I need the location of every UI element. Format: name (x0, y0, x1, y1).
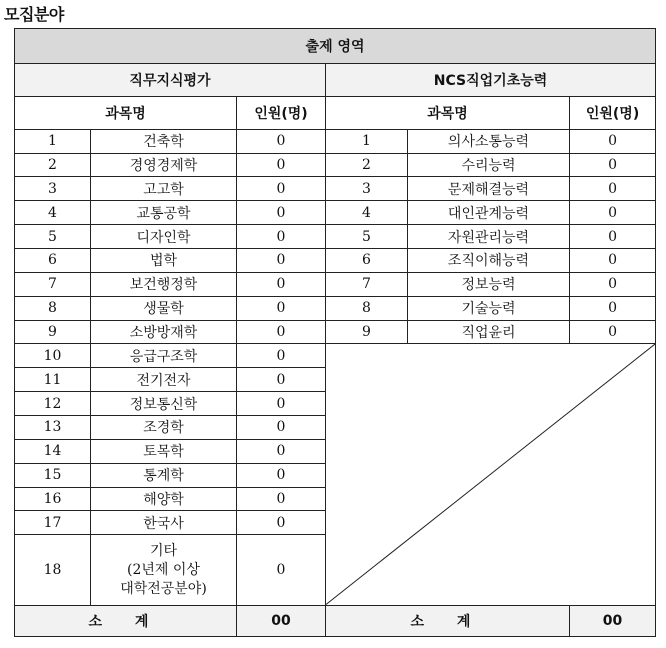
right-subject-count: 0 (570, 320, 656, 344)
left-subject-name: 정보통신학 (91, 392, 237, 416)
table-title: 출제 영역 (15, 29, 656, 64)
left-section-title: 직무지식평가 (15, 64, 326, 97)
left-row-number: 8 (15, 296, 91, 320)
table-row (15, 129, 656, 153)
left-subject-count: 0 (237, 153, 326, 177)
left-subject-count: 0 (237, 511, 326, 535)
left-row-number: 10 (15, 344, 91, 368)
page-heading: 모집분야 (4, 5, 64, 24)
left-row-number: 15 (15, 463, 91, 487)
left-subject-name: 고고학 (91, 177, 237, 201)
left-subject-count: 0 (237, 344, 326, 368)
left-subject-count: 0 (237, 368, 326, 392)
left-row-number: 16 (15, 487, 91, 511)
left-subject-name (91, 535, 237, 606)
empty-diagonal-cell (326, 344, 656, 605)
left-total-label: 소 계 (15, 605, 237, 636)
right-subject-name: 문제해결능력 (408, 177, 570, 201)
subject-name-line: 기타 (149, 542, 178, 559)
left-row-number: 5 (15, 225, 91, 249)
left-subject-name: 토목학 (91, 439, 237, 463)
table-row (15, 272, 656, 296)
right-row-number: 6 (326, 248, 408, 272)
left-row-number: 12 (15, 392, 91, 416)
left-row-number: 11 (15, 368, 91, 392)
right-subject-header: 과목명 (326, 97, 570, 129)
table-row (15, 225, 656, 249)
table-row (15, 201, 656, 225)
table-row (15, 153, 656, 177)
table-row (15, 248, 656, 272)
left-subject-name: 경영경제학 (91, 153, 237, 177)
right-subject-count: 0 (570, 248, 656, 272)
left-row-number: 9 (15, 320, 91, 344)
table-row (15, 177, 656, 201)
left-subject-count: 0 (237, 272, 326, 296)
left-subject-count: 0 (237, 320, 326, 344)
right-subject-name: 자원관리능력 (408, 225, 570, 249)
right-row-number: 1 (326, 129, 408, 153)
right-section-title: NCS직업기초능력 (326, 64, 656, 97)
left-subject-name: 한국사 (91, 511, 237, 535)
exam-area-table (14, 28, 656, 637)
total-row (15, 605, 656, 636)
right-subject-count: 0 (570, 129, 656, 153)
left-count-header: 인원(명) (237, 97, 326, 129)
left-row-number: 6 (15, 248, 91, 272)
left-row-number: 2 (15, 153, 91, 177)
right-row-number: 7 (326, 272, 408, 296)
left-row-number: 1 (15, 129, 91, 153)
right-subject-name: 기술능력 (408, 296, 570, 320)
left-subject-name: 보건행정학 (91, 272, 237, 296)
left-subject-name: 교통공학 (91, 201, 237, 225)
left-subject-name: 법학 (91, 248, 237, 272)
right-count-header: 인원(명) (570, 97, 656, 129)
right-subject-name: 조직이해능력 (408, 248, 570, 272)
left-subject-count: 0 (237, 392, 326, 416)
left-subject-name: 디자인학 (91, 225, 237, 249)
right-subject-count: 0 (570, 225, 656, 249)
left-subject-count: 0 (237, 463, 326, 487)
right-subject-count: 0 (570, 153, 656, 177)
left-subject-name: 소방방재학 (91, 320, 237, 344)
right-subject-name: 수리능력 (408, 153, 570, 177)
left-subject-count: 0 (237, 225, 326, 249)
right-total-value: 00 (570, 605, 656, 636)
right-subject-name: 직업윤리 (408, 320, 570, 344)
right-subject-count: 0 (570, 272, 656, 296)
left-row-number: 4 (15, 201, 91, 225)
left-row-number: 13 (15, 415, 91, 439)
left-subject-header: 과목명 (15, 97, 237, 129)
right-row-number: 9 (326, 320, 408, 344)
right-row-number: 8 (326, 296, 408, 320)
left-subject-count: 0 (237, 535, 326, 606)
subject-name-line: (2년제 이상 (127, 561, 200, 578)
right-subject-name: 정보능력 (408, 272, 570, 296)
left-subject-name: 전기전자 (91, 368, 237, 392)
right-row-number: 5 (326, 225, 408, 249)
left-subject-count: 0 (237, 439, 326, 463)
left-subject-count: 0 (237, 248, 326, 272)
left-row-number: 17 (15, 511, 91, 535)
left-subject-count: 0 (237, 296, 326, 320)
subject-name-line: 대학전공분야) (120, 580, 207, 597)
left-subject-name: 통계학 (91, 463, 237, 487)
left-subject-count: 0 (237, 487, 326, 511)
diagonal-line (326, 344, 655, 604)
right-row-number: 2 (326, 153, 408, 177)
left-row-number: 18 (15, 535, 91, 606)
left-row-number: 14 (15, 439, 91, 463)
right-total-label: 소 계 (326, 605, 570, 636)
right-row-number: 4 (326, 201, 408, 225)
right-subject-count: 0 (570, 201, 656, 225)
left-subject-count: 0 (237, 177, 326, 201)
left-row-number: 3 (15, 177, 91, 201)
table-row (15, 344, 656, 368)
table-row (15, 320, 656, 344)
right-subject-count: 0 (570, 296, 656, 320)
left-subject-name: 해양학 (91, 487, 237, 511)
right-row-number: 3 (326, 177, 408, 201)
left-subject-count: 0 (237, 415, 326, 439)
left-subject-count: 0 (237, 129, 326, 153)
left-subject-name: 생물학 (91, 296, 237, 320)
table-row (15, 296, 656, 320)
right-subject-name: 대인관계능력 (408, 201, 570, 225)
left-total-value: 00 (237, 605, 326, 636)
left-subject-count: 0 (237, 201, 326, 225)
right-subject-count: 0 (570, 177, 656, 201)
left-subject-name: 응급구조학 (91, 344, 237, 368)
left-subject-name: 건축학 (91, 129, 237, 153)
left-subject-name: 조경학 (91, 415, 237, 439)
right-subject-name: 의사소통능력 (408, 129, 570, 153)
left-row-number: 7 (15, 272, 91, 296)
